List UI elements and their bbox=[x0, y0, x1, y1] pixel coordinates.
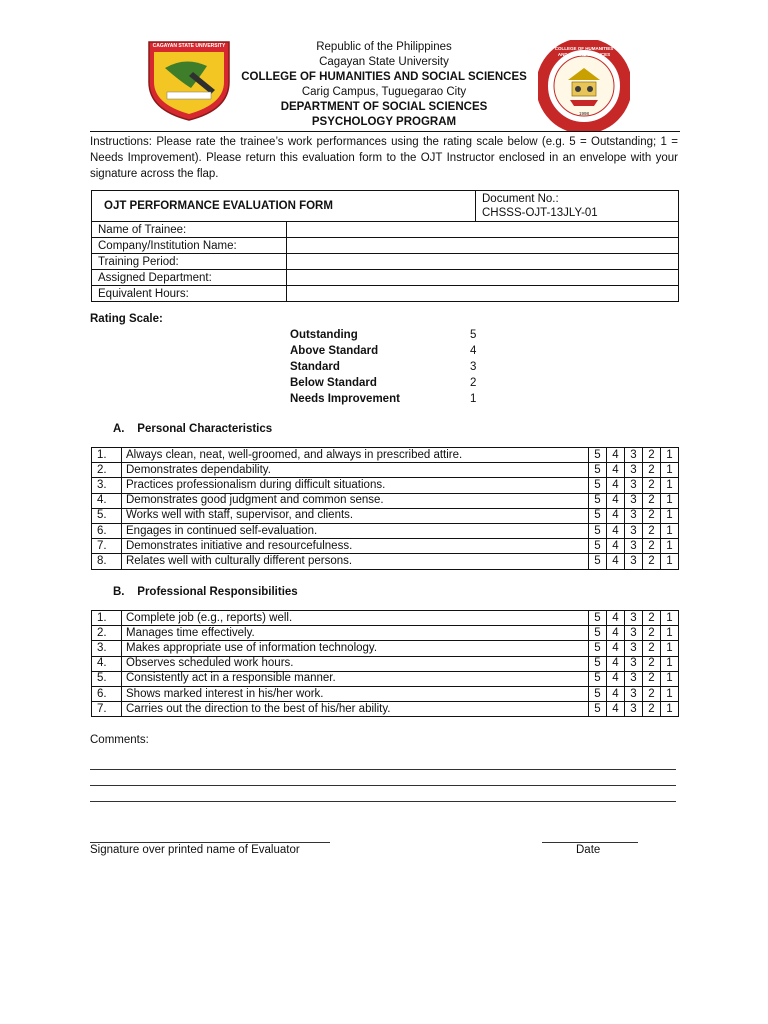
criterion-number: 1. bbox=[92, 611, 122, 626]
rating-option-3[interactable]: 3 bbox=[625, 554, 643, 569]
criterion-text: Observes scheduled work hours. bbox=[122, 656, 589, 671]
criterion-number: 8. bbox=[92, 554, 122, 569]
instructions-text: Instructions: Please rate the trainee’s work performances using the rating scale below (e.g. 5 = Outstanding; 1 = Needs Improvement). Please return this evaluation form to the OJT Instructor enclosed in an envelope with your signature across the flap. bbox=[90, 136, 678, 180]
rating-scale-list bbox=[290, 327, 490, 407]
rating-option-3[interactable]: 3 bbox=[625, 478, 643, 493]
field-label-hours: Equivalent Hours: bbox=[92, 286, 287, 302]
rating-option-2[interactable]: 2 bbox=[643, 493, 661, 508]
criterion-text: Makes appropriate use of information technology. bbox=[122, 641, 589, 656]
trainee-info-table bbox=[91, 190, 679, 302]
criterion-number: 3. bbox=[92, 641, 122, 656]
rating-option-1[interactable]: 1 bbox=[661, 626, 679, 641]
rating-scale-text: Above Standard bbox=[290, 345, 379, 357]
rating-option-2[interactable]: 2 bbox=[643, 611, 661, 626]
comments-label: Comments: bbox=[90, 734, 149, 746]
rating-option-4[interactable]: 4 bbox=[607, 478, 625, 493]
comment-line[interactable] bbox=[90, 801, 676, 802]
rating-option-3[interactable]: 3 bbox=[625, 671, 643, 686]
criterion-number: 4. bbox=[92, 493, 122, 508]
criterion-text: Demonstrates initiative and resourcefulness. bbox=[122, 539, 589, 554]
rating-scale-text: Standard bbox=[290, 361, 340, 373]
criterion-number: 2. bbox=[92, 626, 122, 641]
rating-option-3[interactable]: 3 bbox=[625, 656, 643, 671]
rating-option-2[interactable]: 2 bbox=[643, 554, 661, 569]
rating-option-1[interactable]: 1 bbox=[661, 671, 679, 686]
rating-option-2[interactable]: 2 bbox=[643, 448, 661, 463]
left-logo-text: CAGAYAN STATE UNIVERSITY bbox=[152, 43, 226, 49]
criterion-row bbox=[92, 508, 679, 523]
date-label: Date bbox=[576, 844, 601, 856]
rating-option-3[interactable]: 3 bbox=[625, 626, 643, 641]
rating-option-2[interactable]: 2 bbox=[643, 671, 661, 686]
rating-option-1[interactable]: 1 bbox=[661, 508, 679, 523]
criterion-number: 5. bbox=[92, 508, 122, 523]
rating-option-2[interactable]: 2 bbox=[643, 641, 661, 656]
rating-option-3[interactable]: 3 bbox=[625, 493, 643, 508]
rating-option-3[interactable]: 3 bbox=[625, 448, 643, 463]
field-label-department: Assigned Department: bbox=[92, 270, 287, 286]
rating-scale-item bbox=[290, 391, 490, 407]
rating-option-4[interactable]: 4 bbox=[607, 448, 625, 463]
rating-option-5[interactable]: 5 bbox=[589, 702, 607, 717]
rating-option-4[interactable]: 4 bbox=[607, 702, 625, 717]
rating-option-2[interactable]: 2 bbox=[643, 656, 661, 671]
rating-option-1[interactable]: 1 bbox=[661, 611, 679, 626]
rating-scale-label: Rating Scale: bbox=[90, 313, 163, 325]
rating-scale-value: 4 bbox=[470, 345, 477, 357]
criterion-row bbox=[92, 463, 679, 478]
rating-scale-value: 5 bbox=[470, 329, 477, 341]
rating-option-4[interactable]: 4 bbox=[607, 656, 625, 671]
rating-option-4[interactable]: 4 bbox=[607, 539, 625, 554]
field-label-training-period: Training Period: bbox=[92, 254, 287, 270]
criterion-text: Works well with staff, supervisor, and clients. bbox=[122, 508, 589, 523]
rating-option-1[interactable]: 1 bbox=[661, 448, 679, 463]
rating-option-5[interactable]: 5 bbox=[589, 554, 607, 569]
rating-option-2[interactable]: 2 bbox=[643, 478, 661, 493]
rating-option-4[interactable]: 4 bbox=[607, 493, 625, 508]
rating-option-3[interactable]: 3 bbox=[625, 523, 643, 538]
rating-scale-text: Below Standard bbox=[290, 377, 377, 389]
criterion-number: 7. bbox=[92, 539, 122, 554]
section-a-title: A. Personal Characteristics bbox=[113, 423, 273, 435]
criterion-number: 6. bbox=[92, 523, 122, 538]
rating-option-5[interactable]: 5 bbox=[589, 626, 607, 641]
criterion-number: 1. bbox=[92, 448, 122, 463]
rating-scale-item bbox=[290, 375, 490, 391]
field-label-trainee: Name of Trainee: bbox=[92, 222, 287, 238]
rating-option-3[interactable]: 3 bbox=[625, 463, 643, 478]
rating-option-2[interactable]: 2 bbox=[643, 463, 661, 478]
criterion-row bbox=[92, 523, 679, 538]
section-a-table bbox=[91, 447, 679, 570]
rating-option-1[interactable]: 1 bbox=[661, 463, 679, 478]
criterion-text: Demonstrates good judgment and common sense. bbox=[122, 493, 589, 508]
date-line[interactable] bbox=[542, 842, 638, 843]
rating-scale-text: Needs Improvement bbox=[290, 393, 400, 405]
rating-option-5[interactable]: 5 bbox=[589, 686, 607, 701]
signature-label: Signature over printed name of Evaluator bbox=[90, 844, 300, 856]
rating-option-1[interactable]: 1 bbox=[661, 641, 679, 656]
criterion-row bbox=[92, 448, 679, 463]
rating-option-1[interactable]: 1 bbox=[661, 702, 679, 717]
rating-option-5[interactable]: 5 bbox=[589, 493, 607, 508]
rating-option-5[interactable]: 5 bbox=[589, 463, 607, 478]
criterion-row bbox=[92, 656, 679, 671]
comment-line[interactable] bbox=[90, 769, 676, 770]
rating-option-5[interactable]: 5 bbox=[589, 611, 607, 626]
criterion-row bbox=[92, 702, 679, 717]
field-value-training-period[interactable] bbox=[287, 254, 679, 270]
rating-option-4[interactable]: 4 bbox=[607, 611, 625, 626]
criterion-row bbox=[92, 611, 679, 626]
rating-option-2[interactable]: 2 bbox=[643, 686, 661, 701]
rating-option-2[interactable]: 2 bbox=[643, 702, 661, 717]
program-line: PSYCHOLOGY PROGRAM bbox=[311, 116, 457, 128]
rating-option-1[interactable]: 1 bbox=[661, 523, 679, 538]
rating-option-5[interactable]: 5 bbox=[589, 448, 607, 463]
criterion-text: Always clean, neat, well-groomed, and always in prescribed attire. bbox=[122, 448, 589, 463]
field-value-hours[interactable] bbox=[287, 286, 679, 302]
rating-option-2[interactable]: 2 bbox=[643, 539, 661, 554]
rating-option-2[interactable]: 2 bbox=[643, 523, 661, 538]
header-rule bbox=[90, 131, 680, 132]
header-block bbox=[200, 40, 568, 130]
criterion-text: Complete job (e.g., reports) well. bbox=[122, 611, 589, 626]
document-number-cell bbox=[476, 191, 679, 222]
right-logo-text: COLLEGE OF HUMANITIES AND SOCIAL SCIENCES bbox=[554, 46, 614, 57]
criterion-text: Relates well with culturally different persons. bbox=[122, 554, 589, 569]
rating-option-3[interactable]: 3 bbox=[625, 539, 643, 554]
criterion-text: Demonstrates dependability. bbox=[122, 463, 589, 478]
right-logo-year: 1998 bbox=[578, 111, 589, 116]
rating-option-1[interactable]: 1 bbox=[661, 539, 679, 554]
rating-scale-text: Outstanding bbox=[290, 329, 358, 341]
rating-option-1[interactable]: 1 bbox=[661, 656, 679, 671]
criterion-row bbox=[92, 539, 679, 554]
rating-option-3[interactable]: 3 bbox=[625, 641, 643, 656]
rating-option-4[interactable]: 4 bbox=[607, 671, 625, 686]
rating-scale-item bbox=[290, 343, 490, 359]
criterion-text: Consistently act in a responsible manner. bbox=[122, 671, 589, 686]
rating-option-5[interactable]: 5 bbox=[589, 523, 607, 538]
rating-option-1[interactable]: 1 bbox=[661, 493, 679, 508]
criterion-text: Carries out the direction to the best of his/her ability. bbox=[122, 702, 589, 717]
criterion-row bbox=[92, 478, 679, 493]
rating-scale-value: 2 bbox=[470, 377, 477, 389]
rating-option-4[interactable]: 4 bbox=[607, 626, 625, 641]
criterion-number: 2. bbox=[92, 463, 122, 478]
document-number-label: Document No.: bbox=[482, 193, 559, 205]
rating-scale-item bbox=[290, 327, 490, 343]
college-line: COLLEGE OF HUMANITIES AND SOCIAL SCIENCES bbox=[241, 71, 527, 83]
rating-option-5[interactable]: 5 bbox=[589, 539, 607, 554]
form-title: OJT PERFORMANCE EVALUATION FORM bbox=[92, 191, 476, 222]
rating-option-5[interactable]: 5 bbox=[589, 656, 607, 671]
university-line: Cagayan State University bbox=[319, 56, 449, 68]
field-value-trainee[interactable] bbox=[287, 222, 679, 238]
criterion-row bbox=[92, 671, 679, 686]
rating-scale-value: 3 bbox=[470, 361, 477, 373]
criterion-row bbox=[92, 493, 679, 508]
rating-option-5[interactable]: 5 bbox=[589, 641, 607, 656]
field-label-company: Company/Institution Name: bbox=[92, 238, 287, 254]
rating-option-3[interactable]: 3 bbox=[625, 702, 643, 717]
rating-option-1[interactable]: 1 bbox=[661, 686, 679, 701]
rating-option-4[interactable]: 4 bbox=[607, 686, 625, 701]
rating-scale-value: 1 bbox=[470, 393, 477, 405]
comment-line[interactable] bbox=[90, 785, 676, 786]
criterion-text: Practices professionalism during difficult situations. bbox=[122, 478, 589, 493]
section-b-title: B. Professional Responsibilities bbox=[113, 586, 298, 598]
rating-option-1[interactable]: 1 bbox=[661, 554, 679, 569]
section-b-table bbox=[91, 610, 679, 717]
criterion-row bbox=[92, 626, 679, 641]
criterion-number: 6. bbox=[92, 686, 122, 701]
document-number-value: CHSSS-OJT-13JLY-01 bbox=[482, 207, 598, 219]
rating-option-1[interactable]: 1 bbox=[661, 478, 679, 493]
rating-option-2[interactable]: 2 bbox=[643, 626, 661, 641]
criterion-number: 4. bbox=[92, 656, 122, 671]
rating-option-3[interactable]: 3 bbox=[625, 611, 643, 626]
rating-option-3[interactable]: 3 bbox=[625, 686, 643, 701]
rating-option-4[interactable]: 4 bbox=[607, 523, 625, 538]
republic-line: Republic of the Philippines bbox=[316, 41, 452, 53]
rating-option-4[interactable]: 4 bbox=[607, 554, 625, 569]
rating-option-4[interactable]: 4 bbox=[607, 641, 625, 656]
rating-option-5[interactable]: 5 bbox=[589, 671, 607, 686]
criterion-text: Shows marked interest in his/her work. bbox=[122, 686, 589, 701]
criterion-number: 3. bbox=[92, 478, 122, 493]
field-value-department[interactable] bbox=[287, 270, 679, 286]
rating-option-3[interactable]: 3 bbox=[625, 508, 643, 523]
criterion-text: Engages in continued self-evaluation. bbox=[122, 523, 589, 538]
field-value-company[interactable] bbox=[287, 238, 679, 254]
criterion-number: 5. bbox=[92, 671, 122, 686]
criterion-row bbox=[92, 686, 679, 701]
department-line: DEPARTMENT OF SOCIAL SCIENCES bbox=[280, 101, 488, 113]
rating-option-4[interactable]: 4 bbox=[607, 463, 625, 478]
signature-line[interactable] bbox=[90, 842, 330, 843]
rating-option-5[interactable]: 5 bbox=[589, 478, 607, 493]
rating-scale-item bbox=[290, 359, 490, 375]
rating-option-4[interactable]: 4 bbox=[607, 508, 625, 523]
criterion-number: 7. bbox=[92, 702, 122, 717]
rating-option-2[interactable]: 2 bbox=[643, 508, 661, 523]
campus-line: Carig Campus, Tuguegarao City bbox=[301, 86, 467, 98]
criterion-row bbox=[92, 554, 679, 569]
rating-option-5[interactable]: 5 bbox=[589, 508, 607, 523]
criterion-row bbox=[92, 641, 679, 656]
criterion-text: Manages time effectively. bbox=[122, 626, 589, 641]
